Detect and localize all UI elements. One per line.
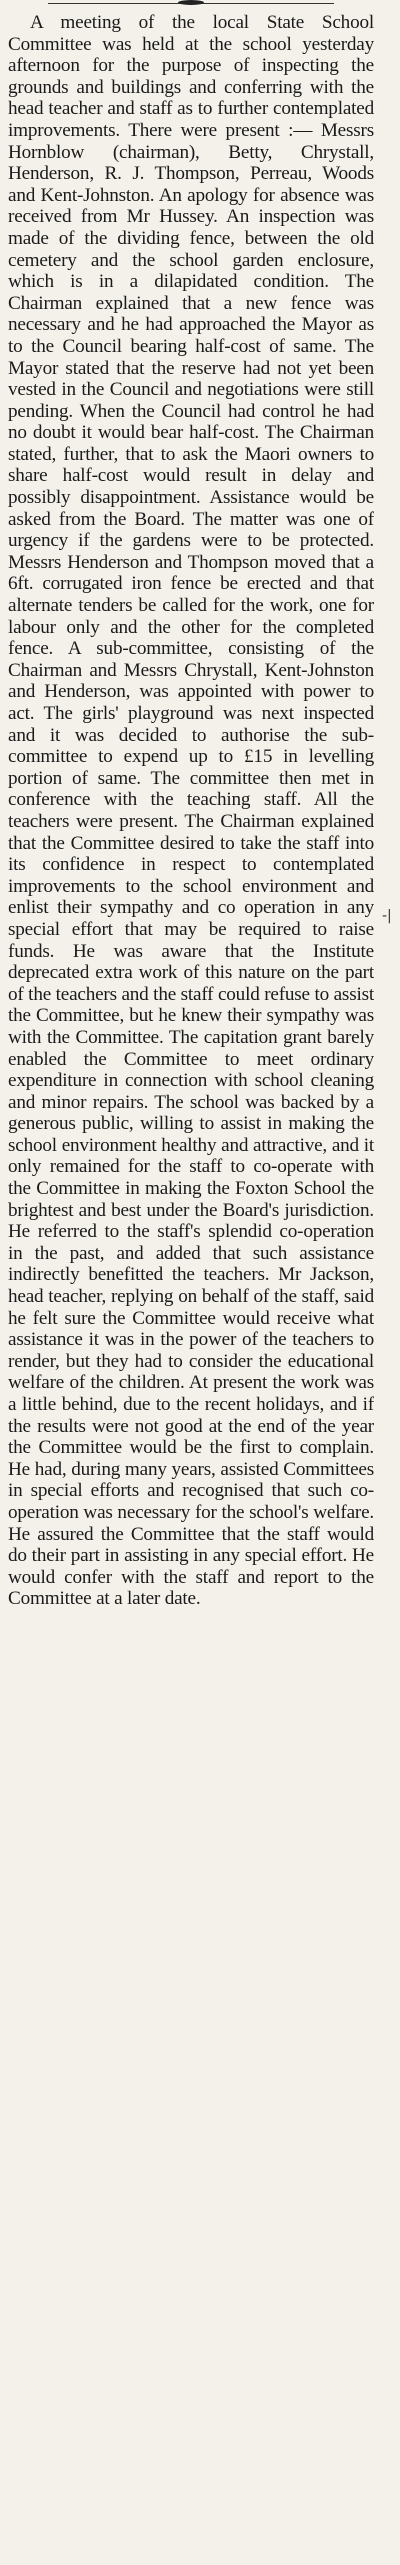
newspaper-column <box>8 0 374 2565</box>
ornamental-rule <box>8 0 374 10</box>
margin-mark: -| <box>382 908 392 924</box>
article-text: A meeting of the local State School Committee was held at the school yesterday afternoon for the purpose of inspecting the grounds and buildings and conferring with the head teacher and staff as to further contemplated improvements. There were present :— Messrs Hornblow (chairman), Betty, Chrystall, Henderson, R. J. Thompson, Perreau, Woods and Kent-Johnston. An apology for absence was received from Mr Hussey. An inspection was made of the dividing fence, between the old cemetery and the school garden enclosure, which is in a dilapidated condition. The Chairman explained that a new fence was necessary and he had approached the Mayor as to the Council bearing half-cost of same. The Mayor stated that the reserve had not yet been vested in the Council and negotiations were still pending. When the Council had control he had no doubt it would bear half-cost. The Chairman stated, further, that to ask the Maori owners to share half-cost would result in delay and possibly disappointment. Assistance would be asked from the Board. The matter was one of urgency if the gardens were to be protected. Messrs Henderson and Thompson moved that a 6ft. corrugated iron fence be erected and that alternate tenders be called for the work, one for labour only and the other for the completed fence. A sub-committee, consisting of the Chairman and Messrs Chrystall, Kent-Johnston and Henderson, was appointed with power to act. The girls' playground was next inspected and it was decided to authorise the sub-committee to expend up to £15 in levelling portion of same. The committee then met in conference with the teaching staff. All the teachers were present. The Chairman explained that the Committee desired to take the staff into its confidence in respect to contemplated improvements to the school environment and enlist their sympathy and co operation in any special effort that may be required to raise funds. He was aware that the Institute deprecated extra work of this nature on the part of the teachers and the staff could refuse to assist the Committee, but he knew their sympathy was with the Committee. The capitation grant barely enabled the Committee to meet ordinary expenditure in connection with school cleaning and minor repairs. The school was backed by a generous public, willing to assist in making the school environment healthy and attractive, and it only remained for the staff to co-operate with the Committee in making the Foxton School the brightest and best under the Board's jurisdiction. He referred to the staff's splendid co-operation in the past, and added that such assistance indirectly benefitted the teachers. Mr Jackson, head teacher, replying on behalf of the staff, said he felt sure the Committee would receive what assistance it was in the power of the teachers to render, but they had to consider the educational welfare of the children. At present the work was a little behind, due to the recent holidays, and if the results were not good at the end of the year the Committee would be the first to complain. He had, during many years, assisted Committees in special efforts and recognised that such co-operation was necessary for the school's welfare. He assured the Committee that the staff would do their part in assisting in any special effort. He would confer with the staff and report to the Committee at a later date. <box>8 12 374 1610</box>
